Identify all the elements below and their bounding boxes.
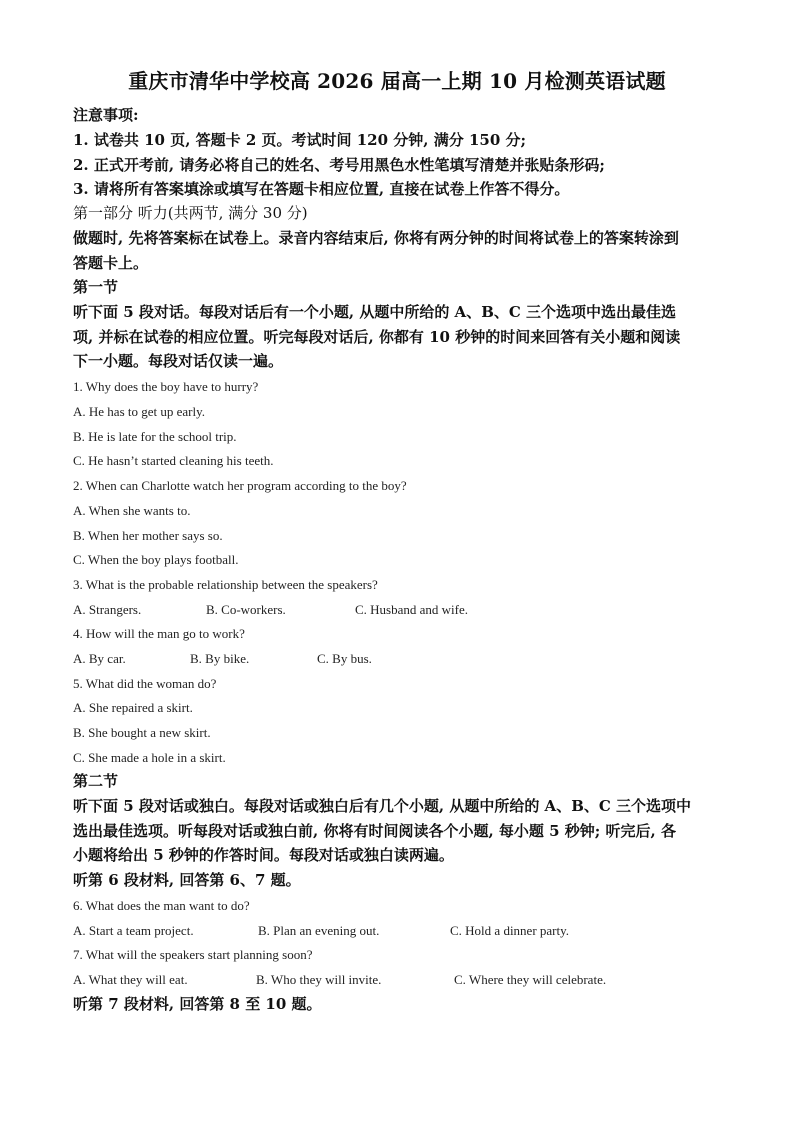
question-6-options	[73, 922, 713, 940]
question-3-option-b: B. Co-workers.	[206, 602, 286, 617]
part1-heading: 第一部分 听力(共两节, 满分 30 分)	[73, 204, 308, 222]
section2-instruction-line: 听下面 5 段对话或独白。每段对话或独白后有几个小题, 从题中所给的 A、B、C 三个选项中	[73, 797, 692, 815]
section1-heading: 第一节	[73, 278, 119, 296]
question-6-option-a: A. Start a team project.	[73, 923, 194, 938]
question-7-option-b: B. Who they will invite.	[256, 972, 382, 987]
section1-instruction-line: 项, 并标在试卷的相应位置。听完每段对话后, 你都有 10 秒钟的时间来回答有关小题和阅读	[73, 328, 681, 346]
material-7-heading: 听第 7 段材料, 回答第 8 至 10 题。	[73, 995, 322, 1013]
question-6-option-b: B. Plan an evening out.	[258, 923, 380, 938]
part1-instruction-line: 答题卡上。	[73, 254, 149, 272]
question-7-options	[73, 971, 713, 989]
question-6-option-c: C. Hold a dinner party.	[450, 923, 570, 938]
section1-instruction-line: 下一小题。每段对话仅读一遍。	[73, 352, 284, 370]
question-4-options	[73, 650, 713, 668]
material-6-heading: 听第 6 段材料, 回答第 6、7 题。	[73, 871, 301, 889]
question-2-option-c: C. When the boy plays football.	[73, 552, 239, 567]
question-1-option-b: B. He is late for the school trip.	[73, 429, 237, 444]
question-3: 3. What is the probable relationship between the speakers?	[73, 577, 378, 592]
question-3-option-c: C. Husband and wife.	[355, 602, 469, 617]
section1-instruction-line: 听下面 5 段对话。每段对话后有一个小题, 从题中所给的 A、B、C 三个选项中选出最佳选	[73, 303, 677, 321]
question-1-option-a: A. He has to get up early.	[73, 404, 206, 419]
question-1-option-c: C. He hasn’t started cleaning his teeth.	[73, 453, 274, 468]
note-item-3: 3. 请将所有答案填涂或填写在答题卡相应位置, 直接在试卷上作答不得分。	[73, 180, 570, 198]
question-4: 4. How will the man go to work?	[73, 626, 245, 641]
section2-instruction-line: 小题将给出 5 秒钟的作答时间。每段对话或独白读两遍。	[73, 846, 454, 864]
question-2-option-a: A. When she wants to.	[73, 503, 191, 518]
question-7: 7. What will the speakers start planning soon?	[73, 947, 313, 962]
question-5-option-b: B. She bought a new skirt.	[73, 725, 211, 740]
question-4-option-a: A. By car.	[73, 651, 126, 666]
question-3-options	[73, 601, 713, 619]
note-item-1: 1. 试卷共 10 页, 答题卡 2 页。考试时间 120 分钟, 满分 150 分;	[73, 131, 527, 149]
section2-heading: 第二节	[73, 772, 119, 790]
question-4-option-c: C. By bus.	[317, 651, 372, 666]
question-2-option-b: B. When her mother says so.	[73, 528, 223, 543]
question-2: 2. When can Charlotte watch her program according to the boy?	[73, 478, 407, 493]
page-title: 重庆市清华中学校高 2026 届高一上期 10 月检测英语试题	[128, 69, 666, 93]
question-5-option-c: C. She made a hole in a skirt.	[73, 750, 226, 765]
question-5-option-a: A. She repaired a skirt.	[73, 700, 193, 715]
note-item-2: 2. 正式开考前, 请务必将自己的姓名、考号用黑色水性笔填写清楚并张贴条形码;	[73, 156, 605, 174]
question-6: 6. What does the man want to do?	[73, 898, 250, 913]
notes-heading: 注意事项:	[73, 106, 139, 124]
question-4-option-b: B. By bike.	[190, 651, 250, 666]
section2-instruction-line: 选出最佳选项。听每段对话或独白前, 你将有时间阅读各个小题, 每小题 5 秒钟; 听完后, 各	[73, 822, 676, 840]
question-7-option-a: A. What they will eat.	[73, 972, 188, 987]
question-3-option-a: A. Strangers.	[73, 602, 142, 617]
question-7-option-c: C. Where they will celebrate.	[454, 972, 607, 987]
part1-instruction-line: 做题时, 先将答案标在试卷上。录音内容结束后, 你将有两分钟的时间将试卷上的答案转涂到	[73, 229, 679, 247]
question-1: 1. Why does the boy have to hurry?	[73, 379, 259, 394]
question-5: 5. What did the woman do?	[73, 676, 217, 691]
